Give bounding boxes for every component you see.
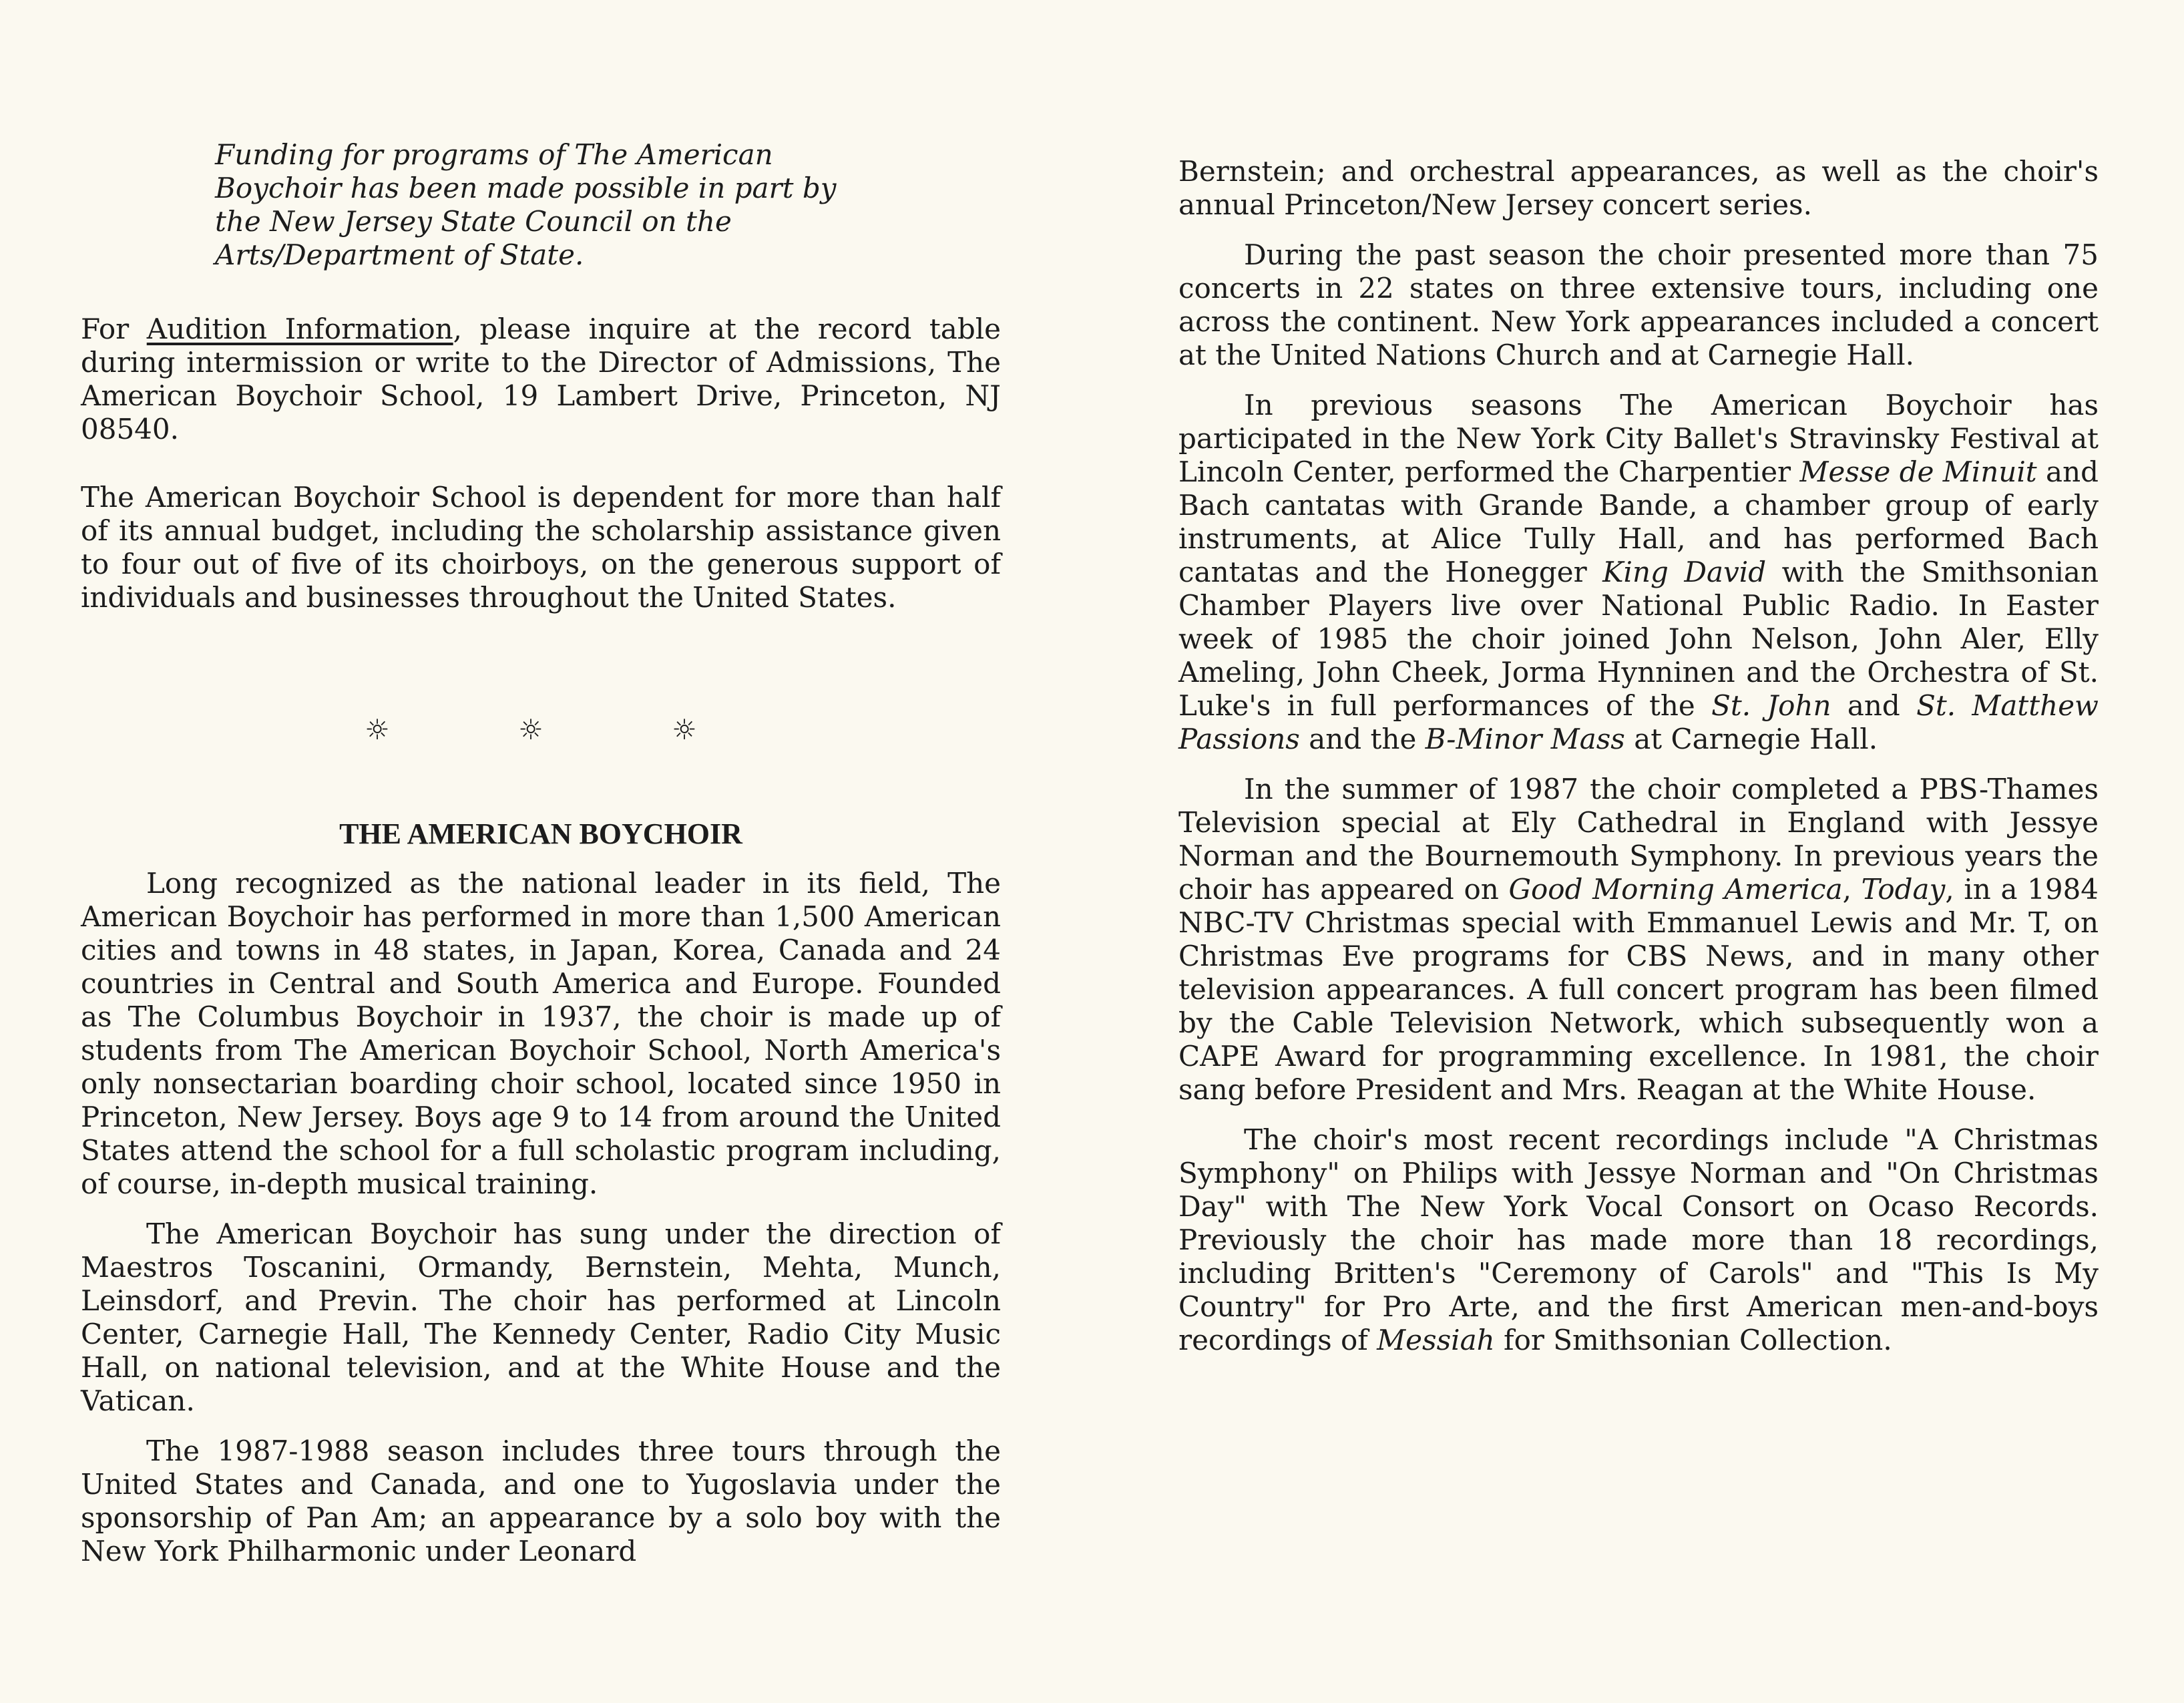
text-run: , bbox=[1842, 873, 1862, 906]
work-title: St. John bbox=[1711, 689, 1831, 722]
text-run: and Bach cantatas with Grande Bande, a chamber group of early instruments, at Alice Tully Hall, and has performed Bach cantatas and the Honegger bbox=[1178, 455, 2099, 588]
work-title: Messe de Minuit bbox=[1799, 455, 2037, 488]
section-heading: THE AMERICAN BOYCHOIR bbox=[339, 817, 742, 850]
program-title: Today bbox=[1861, 873, 1946, 906]
paragraph-recordings bbox=[1178, 1123, 2099, 1357]
text-run: and bbox=[1831, 689, 1917, 722]
paragraph-past-season: During the past season the choir presented more than 75 concerts in 22 states on three extensive tours, including one across the continent. New York appearances included a concert at the United Nations Church and at Carnegie Hall. bbox=[1178, 238, 2099, 371]
budget-note bbox=[81, 481, 1001, 614]
paragraph-previous-seasons bbox=[1178, 389, 2099, 756]
text-run: and the bbox=[1299, 723, 1426, 755]
funding-note: Funding for programs of The American Boychoir has been made possible in part by the New Jersey State Council on the Arts/Department of State. bbox=[215, 138, 837, 271]
sun-ornament-icon: ☼ bbox=[365, 713, 390, 746]
program-title: Good Morning America bbox=[1508, 873, 1843, 906]
text-run: In previous seasons The American Boychoir has participated in the New York City Ballet's Stravinsky Festival at Lincoln Center, performed the Charpentier bbox=[1178, 389, 2099, 488]
work-title: St. Matthew Passions bbox=[1178, 689, 2099, 755]
left-body bbox=[81, 867, 1001, 1568]
right-page bbox=[1092, 0, 2184, 1703]
sun-ornament-icon: ☼ bbox=[518, 713, 543, 746]
audition-rest: , please inquire at the record table during intermission or write to the Director of Admissions, The American Boychoir School, 19 Lambert Drive, Princeton, NJ 08540. bbox=[81, 313, 1001, 445]
paragraph-maestros: The American Boychoir has sung under the direction of Maestros Toscanini, Ormandy, Bernstein, Mehta, Munch, Leinsdorf, and Previn. The choir has performed at Lincoln Center, Carnegie Hall, The Kennedy Center, Radio City Music Hall, on national television, and at the White House and the Vatican. bbox=[81, 1217, 1001, 1417]
separator-ornaments bbox=[364, 713, 698, 746]
text-run: for Smithsonian Collection. bbox=[1494, 1324, 1892, 1356]
work-title: B-Minor Mass bbox=[1425, 723, 1625, 755]
budget-note-text: The American Boychoir School is dependent for more than half of its annual budget, including the scholarship assistance given to four out of five of its choirboys, on the generous support of individuals and businesses throughout the United States. bbox=[81, 481, 1001, 614]
right-body bbox=[1178, 155, 2099, 1357]
paragraph-continuation: Bernstein; and orchestral appearances, as well as the choir's annual Princeton/New Jersey concert series. bbox=[1178, 155, 2099, 221]
sun-ornament-icon: ☼ bbox=[672, 713, 697, 746]
paragraph-summer bbox=[1178, 773, 2099, 1107]
paragraph-history: Long recognized as the national leader in its field, The American Boychoir has performed in more than 1,500 American cities and towns in 48 states, in Japan, Korea, Canada and 24 countries in Central and South America and Europe. Founded as The Columbus Boychoir in 1937, the choir is made up of students from The American Boychoir School, North America's only nonsectarian boarding choir school, located since 1950 in Princeton, New Jersey. Boys age 9 to 14 from around the United States attend the school for a full scholastic program including, of course, in-depth musical training. bbox=[81, 867, 1001, 1200]
work-title: King David bbox=[1602, 556, 1767, 588]
audition-lead: For bbox=[81, 313, 147, 345]
text-run: at Carnegie Hall. bbox=[1624, 723, 1878, 755]
audition-info bbox=[81, 313, 1001, 446]
paragraph-season: The 1987-1988 season includes three tours through the United States and Canada, and one to Yugoslavia under the sponsorship of Pan Am; an appearance by a solo boy with the New York Philharmonic under Leonard bbox=[81, 1435, 1001, 1567]
text-run: , in a 1984 NBC-TV Christmas special with Emmanuel Lewis and Mr. T, on Christmas Eve programs for CBS News, and in many other television appearances. A full concert program has been filmed by the Cable Television Network, which subsequently won a CAPE Award for programming excellence. In 1981, the choir sang before President and Mrs. Reagan at the White House. bbox=[1178, 873, 2099, 1106]
text-run: with the Smithsonian Chamber Players live over National Public Radio. In Easter week of 1985 the choir joined John Nelson, John Aler, Elly Ameling, John Cheek, Jorma Hynninen and the Orchestra of St. Luke's in full performances of the bbox=[1178, 556, 2099, 722]
audition-information-label: Audition Information bbox=[146, 313, 453, 345]
text-run: In the summer of 1987 the choir completed a PBS-Thames Television special at Ely Cathedral in England with Jessye Norman and the Bournemouth Symphony. In previous years the choir has appeared on bbox=[1178, 773, 2099, 906]
work-title: Messiah bbox=[1377, 1324, 1495, 1356]
text-run: The choir's most recent recordings include "A Christmas Symphony" on Philips with Jessye Norman and "On Christmas Day" with The New York Vocal Consort on Ocaso Records. Previously the choir has made more than 18 recordings, including Britten's "Ceremony of Carols" and "This Is My Country" for Pro Arte, and the first American men-and-boys recordings of bbox=[1178, 1123, 2099, 1356]
